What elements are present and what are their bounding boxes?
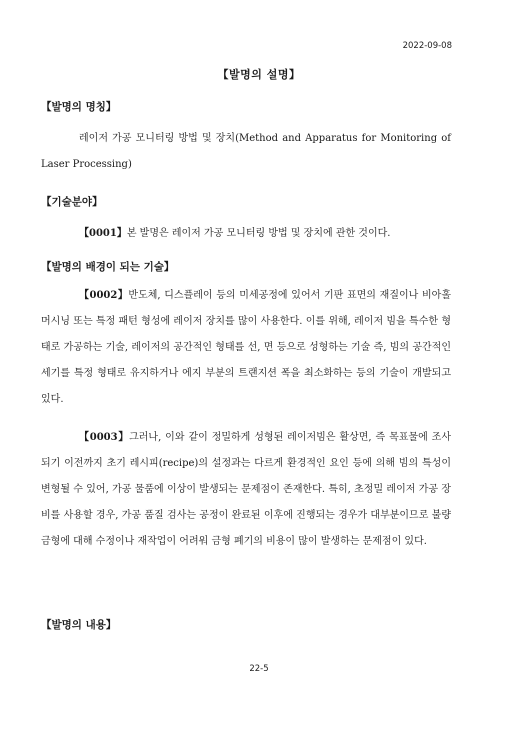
page-number: 22-5 xyxy=(249,664,269,674)
paragraph-text-0003: 그러나, 이와 같이 정밀하게 성형된 레이저빔은 활상면, 즉 목표물에 조사되기 이전까지 초기 레시피(recipe)의 설정과는 다르게 환경적인 요인 등에 의해 빔의 특성이 변형될 수 있어, 가공 물품에 이상이 발생되는 문제점이 존재한다. 특히, 초정밀 레이저 가공 장비를 사용할 경우, 가공 품질 검사는 공정이 완료된 이후에 진행되는 경우가 대부분이므로 불량 금형에 대해 수정이나 재작업이 어려워 금형 폐기의 비용이 많이 발생하는 문제점이 있다. xyxy=(41,432,451,547)
paragraph-invention-name xyxy=(41,126,451,178)
document-title: 【발명의 설명】 xyxy=(217,68,301,81)
paragraph-number-0002: 【0002】 xyxy=(79,290,129,301)
paragraph-text-0002: 반도체, 디스플레이 등의 미세공정에 있어서 기판 표면의 재질이나 비아홀 머시닝 또는 특정 패턴 형성에 레이저 장치를 많이 사용한다. 이를 위해, 레이저 빔을 특수한 형태로 가공하는 기술, 레이저의 공간적인 형태를 선, 면 등으로 성형하는 기술 즉, 빔의 공간적인 세기를 특정 형태로 유지하거나 에지 부분의 트랜지션 폭을 최소화하는 등의 기술이 개발되고 있다. xyxy=(41,290,451,405)
paragraph-0003 xyxy=(41,425,451,555)
heading-background-art: 【발명의 배경이 되는 기술】 xyxy=(41,261,175,273)
document-date: 2022-09-08 xyxy=(402,41,452,51)
paragraph-0001 xyxy=(41,221,451,247)
heading-technical-field: 【기술분야】 xyxy=(41,196,103,208)
paragraph-number-0001: 【0001】 xyxy=(79,228,127,239)
invention-name-text: 레이저 가공 모니터링 방법 및 장치(Method and Apparatus for Monitoring of Laser Processing) xyxy=(41,133,451,170)
heading-invention-content: 【발명의 내용】 xyxy=(41,619,117,631)
paragraph-number-0003: 【0003】 xyxy=(79,432,130,443)
paragraph-text-0001: 본 발명은 레이저 가공 모니터링 방법 및 장치에 관한 것이다. xyxy=(126,228,391,239)
paragraph-0002 xyxy=(41,283,451,413)
heading-invention-name: 【발명의 명칭】 xyxy=(41,101,117,113)
